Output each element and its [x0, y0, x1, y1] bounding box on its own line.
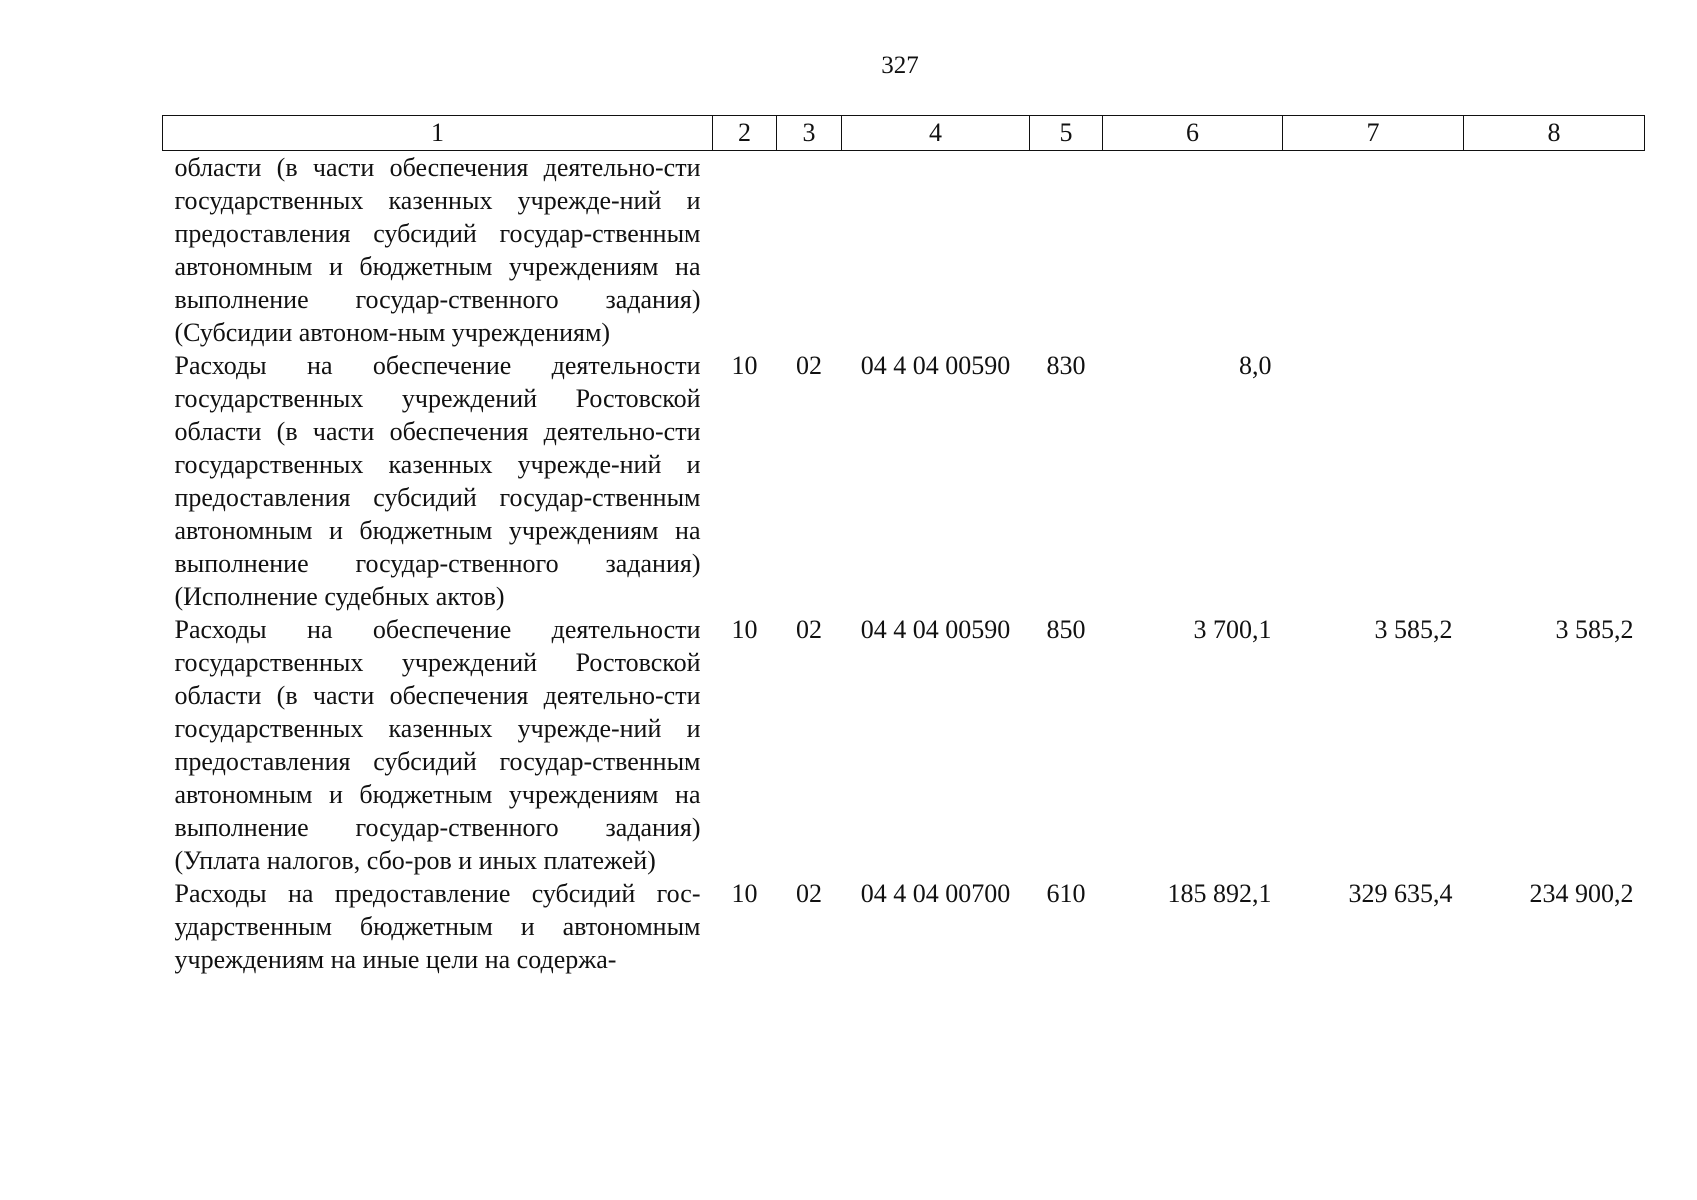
- row-sum-1: 185 892,1: [1167, 879, 1272, 908]
- row-expense-type: 610: [1046, 879, 1086, 908]
- row-subsection: 02: [796, 615, 822, 644]
- row-description: Расходы на предоставление субсидий гос-ударственным бюджетным и автономным учреждениям на иные цели на содержа-: [174, 879, 701, 974]
- column-header-1: 1: [163, 116, 713, 151]
- row-subsection: [777, 151, 842, 350]
- row-expense-type: 850: [1046, 615, 1086, 644]
- row-sum-1: 8,0: [1239, 351, 1272, 380]
- row-expense-type: [1030, 151, 1103, 350]
- table-row: [163, 349, 1645, 613]
- column-header-7: 7: [1283, 116, 1464, 151]
- row-section: [713, 151, 777, 350]
- column-header-5: 5: [1030, 116, 1103, 151]
- page-number: 327: [881, 52, 919, 79]
- row-description: Расходы на обеспечение деятельности государственных учреждений Ростовской области (в части обеспечения деятельно-сти государственных казенных учрежде-ний и предоставления субсидий государ-ственным автономным и бюджетным учреждениям на выполнение государ-ственного задания) (Уплата налогов, сбо-ров и иных платежей): [174, 615, 701, 875]
- column-header-2: 2: [713, 116, 777, 151]
- row-sum-2: 329 635,4: [1348, 879, 1453, 908]
- row-sum-2: 3 585,2: [1374, 615, 1453, 644]
- row-target-article: 04 4 04 00700: [860, 879, 1011, 908]
- row-sum-3: 3 585,2: [1555, 615, 1634, 644]
- row-sum-3: [1464, 151, 1645, 350]
- row-target-article: [842, 151, 1030, 350]
- row-sum-1: 3 700,1: [1193, 615, 1272, 644]
- row-target-article: 04 4 04 00590: [860, 351, 1011, 380]
- column-header-6: 6: [1103, 116, 1283, 151]
- row-sum-1: [1103, 151, 1283, 350]
- table-row: [163, 151, 1645, 350]
- row-section: 10: [731, 351, 758, 380]
- row-sum-3: 234 900,2: [1529, 879, 1634, 908]
- column-header-8: 8: [1464, 116, 1645, 151]
- table-header-row: [163, 116, 1645, 151]
- row-description: Расходы на обеспечение деятельности государственных учреждений Ростовской области (в части обеспечения деятельно-сти государственных казенных учрежде-ний и предоставления субсидий государ-ственным автономным и бюджетным учреждениям на выполнение государ-ственного задания) (Исполнение судебных актов): [174, 351, 701, 611]
- row-sum-2: [1283, 349, 1464, 613]
- row-subsection: 02: [796, 351, 822, 380]
- column-header-4: 4: [842, 116, 1030, 151]
- row-section: 10: [731, 615, 758, 644]
- row-subsection: 02: [796, 879, 822, 908]
- table-row: [163, 613, 1645, 877]
- row-sum-2: [1283, 151, 1464, 350]
- row-section: 10: [731, 879, 758, 908]
- row-target-article: 04 4 04 00590: [860, 615, 1011, 644]
- row-expense-type: 830: [1046, 351, 1086, 380]
- row-description: области (в части обеспечения деятельно-сти государственных казенных учрежде-ний и предоставления субсидий государ-ственным автономным и бюджетным учреждениям на выполнение государ-ственного задания) (Субсидии автоном-ным учреждениям): [174, 153, 701, 347]
- budget-table: [162, 115, 1645, 976]
- column-header-3: 3: [777, 116, 842, 151]
- table-row: [163, 877, 1645, 976]
- row-sum-3: [1464, 349, 1645, 613]
